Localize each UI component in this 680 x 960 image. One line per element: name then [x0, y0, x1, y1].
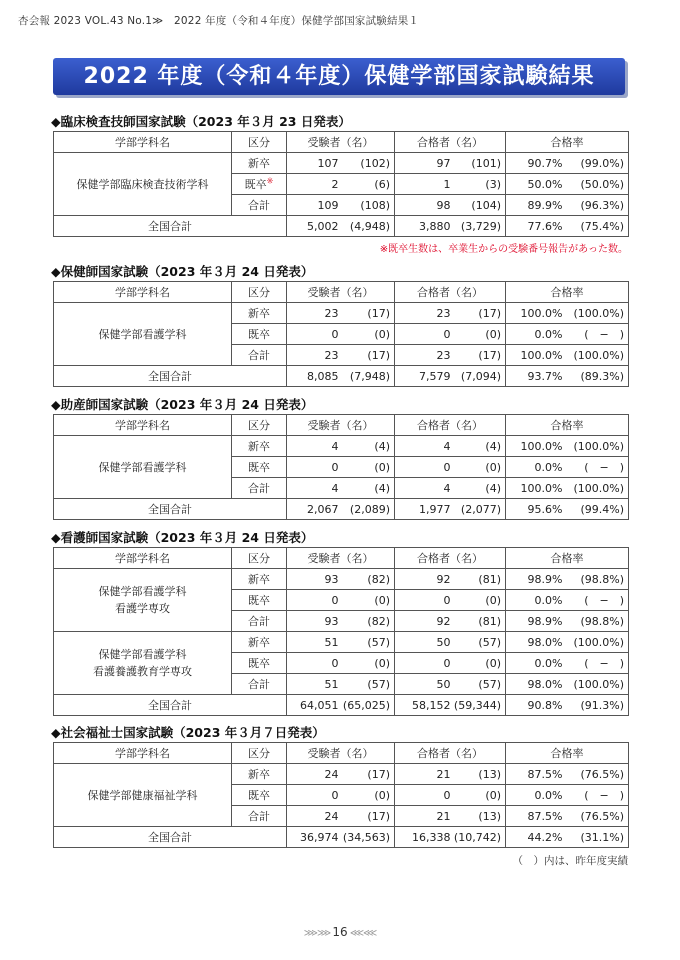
table-header-row: [54, 548, 629, 569]
pass-rate: 98.0%: [506, 632, 563, 653]
pass-count: 92: [395, 569, 451, 590]
pass-count: 98: [395, 195, 451, 216]
total-pass-prev: (2,077): [451, 499, 506, 520]
page-banner-title: 2022 年度（令和４年度）保健学部国家試験結果: [53, 58, 625, 95]
col-dept: 学部学科名: [54, 132, 232, 153]
exam-count: 4: [287, 436, 339, 457]
pass-count: 23: [395, 345, 451, 366]
exam-count-prev: (0): [339, 785, 395, 806]
total-rate: 95.6%: [506, 499, 563, 520]
pass-rate-prev: (100.0%): [563, 478, 629, 499]
exam-count-prev: (57): [339, 674, 395, 695]
exam-count: 107: [287, 153, 339, 174]
pass-count-prev: (13): [451, 764, 506, 785]
dept-name: 保健学部看護学科: [54, 303, 232, 366]
exam-count: 24: [287, 764, 339, 785]
total-exam-prev: (65,025): [339, 695, 395, 716]
total-exam: 36,974: [287, 827, 339, 848]
division: 既卒: [232, 785, 287, 806]
pass-count-prev: (57): [451, 674, 506, 695]
division: 新卒: [232, 436, 287, 457]
exam-count-prev: (4): [339, 478, 395, 499]
table-row: [54, 153, 629, 174]
exam-count-prev: (108): [339, 195, 395, 216]
exam-section: [53, 396, 628, 520]
exam-count: 51: [287, 674, 339, 695]
exam-count: 23: [287, 345, 339, 366]
total-exam-prev: (34,563): [339, 827, 395, 848]
division: 既卒※: [232, 174, 287, 195]
table-header-row: [54, 743, 629, 764]
pass-rate: 100.0%: [506, 303, 563, 324]
national-total-label: 全国合計: [54, 499, 287, 520]
dept-name: 保健学部看護学科 看護養護教育学専攻: [54, 632, 232, 695]
division: 既卒: [232, 590, 287, 611]
col-exam: 受験者（名）: [287, 743, 395, 764]
total-exam: 2,067: [287, 499, 339, 520]
total-pass-prev: (59,344): [451, 695, 506, 716]
dept-name: 保健学部臨床検査技術学科: [54, 153, 232, 216]
col-exam: 受験者（名）: [287, 415, 395, 436]
pass-rate: 0.0%: [506, 653, 563, 674]
exam-count: 24: [287, 806, 339, 827]
national-total-row: [54, 499, 629, 520]
exam-count: 2: [287, 174, 339, 195]
dept-name: 保健学部看護学科 看護学専攻: [54, 569, 232, 632]
pass-rate-prev: (76.5%): [563, 764, 629, 785]
pass-count: 4: [395, 478, 451, 499]
ornament-left-icon: ⋙⋙: [303, 928, 333, 939]
exam-count-prev: (0): [339, 653, 395, 674]
results-table: [53, 742, 629, 848]
pass-count-prev: (3): [451, 174, 506, 195]
pass-count: 4: [395, 436, 451, 457]
exam-count: 0: [287, 590, 339, 611]
pass-rate: 50.0%: [506, 174, 563, 195]
pass-rate-prev: (96.3%): [563, 195, 629, 216]
exam-count-prev: (17): [339, 303, 395, 324]
col-div: 区分: [232, 415, 287, 436]
pass-rate: 98.9%: [506, 611, 563, 632]
pass-count-prev: (0): [451, 653, 506, 674]
col-div: 区分: [232, 548, 287, 569]
pass-count-prev: (57): [451, 632, 506, 653]
results-table: [53, 131, 629, 237]
col-pass: 合格者（名）: [395, 415, 506, 436]
section-title: ◆保健師国家試験（2023 年３月 24 日発表）: [51, 264, 314, 279]
total-rate: 90.8%: [506, 695, 563, 716]
col-exam: 受験者（名）: [287, 282, 395, 303]
total-exam: 8,085: [287, 366, 339, 387]
total-exam-prev: (2,089): [339, 499, 395, 520]
total-rate-prev: (99.4%): [563, 499, 629, 520]
total-exam-prev: (7,948): [339, 366, 395, 387]
exam-count: 0: [287, 653, 339, 674]
division: 新卒: [232, 764, 287, 785]
pass-rate-prev: (100.0%): [563, 345, 629, 366]
pass-rate-prev: ( − ): [563, 785, 629, 806]
national-total-row: [54, 366, 629, 387]
section-title: ◆臨床検査技師国家試験（2023 年３月 23 日発表）: [51, 114, 351, 129]
exam-count: 0: [287, 457, 339, 478]
national-total-label: 全国合計: [54, 827, 287, 848]
pass-rate: 0.0%: [506, 785, 563, 806]
total-rate-prev: (31.1%): [563, 827, 629, 848]
total-pass-prev: (7,094): [451, 366, 506, 387]
pass-count-prev: (81): [451, 569, 506, 590]
pass-count: 23: [395, 303, 451, 324]
national-total-label: 全国合計: [54, 695, 287, 716]
pass-rate-prev: (100.0%): [563, 632, 629, 653]
division: 既卒: [232, 324, 287, 345]
national-total-row: [54, 827, 629, 848]
exam-count: 93: [287, 569, 339, 590]
col-dept: 学部学科名: [54, 282, 232, 303]
col-rate: 合格率: [506, 548, 629, 569]
division: 合計: [232, 674, 287, 695]
national-total-row: [54, 216, 629, 237]
pass-count-prev: (0): [451, 457, 506, 478]
division: 新卒: [232, 153, 287, 174]
pass-count-prev: (4): [451, 478, 506, 499]
footnote-previous-year: （ ）内は、昨年度実績: [512, 855, 628, 867]
col-rate: 合格率: [506, 282, 629, 303]
pass-count-prev: (0): [451, 324, 506, 345]
col-pass: 合格者（名）: [395, 548, 506, 569]
col-rate: 合格率: [506, 132, 629, 153]
total-rate-prev: (89.3%): [563, 366, 629, 387]
exam-count-prev: (102): [339, 153, 395, 174]
division: 新卒: [232, 569, 287, 590]
col-rate: 合格率: [506, 743, 629, 764]
total-pass-prev: (10,742): [451, 827, 506, 848]
total-pass: 3,880: [395, 216, 451, 237]
exam-count-prev: (0): [339, 590, 395, 611]
exam-section: [53, 263, 628, 387]
pass-count-prev: (4): [451, 436, 506, 457]
section-title: ◆助産師国家試験（2023 年３月 24 日発表）: [51, 397, 314, 412]
exam-count: 23: [287, 303, 339, 324]
pass-rate-prev: ( − ): [563, 590, 629, 611]
exam-section: [53, 724, 628, 848]
table-row: [54, 569, 629, 590]
division: 合計: [232, 345, 287, 366]
pass-count-prev: (17): [451, 303, 506, 324]
division: 合計: [232, 806, 287, 827]
pass-count-prev: (101): [451, 153, 506, 174]
pass-count-prev: (0): [451, 785, 506, 806]
pass-count: 0: [395, 324, 451, 345]
section-note: ※既卒生数は、卒業生からの受験番号報告があった数。: [379, 244, 628, 255]
total-pass-prev: (3,729): [451, 216, 506, 237]
pass-rate: 90.7%: [506, 153, 563, 174]
results-table: [53, 414, 629, 520]
division-note-mark: ※: [266, 176, 274, 186]
total-exam-prev: (4,948): [339, 216, 395, 237]
total-rate: 93.7%: [506, 366, 563, 387]
division: 合計: [232, 478, 287, 499]
pass-rate: 100.0%: [506, 345, 563, 366]
pass-rate-prev: (100.0%): [563, 674, 629, 695]
col-pass: 合格者（名）: [395, 132, 506, 153]
col-dept: 学部学科名: [54, 415, 232, 436]
total-rate: 77.6%: [506, 216, 563, 237]
table-header-row: [54, 282, 629, 303]
exam-count-prev: (17): [339, 764, 395, 785]
pass-count: 1: [395, 174, 451, 195]
pass-rate-prev: (100.0%): [563, 303, 629, 324]
table-row: [54, 303, 629, 324]
pass-rate: 0.0%: [506, 590, 563, 611]
pass-rate: 87.5%: [506, 806, 563, 827]
total-rate-prev: (75.4%): [563, 216, 629, 237]
total-exam: 5,002: [287, 216, 339, 237]
division: 既卒: [232, 457, 287, 478]
col-div: 区分: [232, 132, 287, 153]
pass-count: 92: [395, 611, 451, 632]
col-exam: 受験者（名）: [287, 548, 395, 569]
division: 合計: [232, 611, 287, 632]
pass-count-prev: (81): [451, 611, 506, 632]
total-pass: 58,152: [395, 695, 451, 716]
pass-rate-prev: (99.0%): [563, 153, 629, 174]
total-pass: 7,579: [395, 366, 451, 387]
col-div: 区分: [232, 282, 287, 303]
exam-count-prev: (17): [339, 345, 395, 366]
exam-count: 93: [287, 611, 339, 632]
pass-rate: 98.9%: [506, 569, 563, 590]
division: 既卒: [232, 653, 287, 674]
national-total-row: [54, 695, 629, 716]
col-exam: 受験者（名）: [287, 132, 395, 153]
pass-count: 0: [395, 785, 451, 806]
section-title: ◆社会福祉士国家試験（2023 年３月７日発表）: [51, 725, 325, 740]
exam-count: 4: [287, 478, 339, 499]
pass-rate: 0.0%: [506, 324, 563, 345]
national-total-label: 全国合計: [54, 216, 287, 237]
exam-count-prev: (17): [339, 806, 395, 827]
table-header-row: [54, 132, 629, 153]
total-pass: 1,977: [395, 499, 451, 520]
exam-count: 0: [287, 324, 339, 345]
pass-count-prev: (17): [451, 345, 506, 366]
exam-section: [53, 113, 628, 255]
pass-rate-prev: ( − ): [563, 457, 629, 478]
exam-count-prev: (4): [339, 436, 395, 457]
exam-count: 109: [287, 195, 339, 216]
pass-rate-prev: (98.8%): [563, 569, 629, 590]
pass-count: 50: [395, 632, 451, 653]
exam-count-prev: (57): [339, 632, 395, 653]
pass-count: 0: [395, 590, 451, 611]
national-total-label: 全国合計: [54, 366, 287, 387]
col-pass: 合格者（名）: [395, 282, 506, 303]
exam-count-prev: (6): [339, 174, 395, 195]
exam-count-prev: (82): [339, 611, 395, 632]
exam-count-prev: (0): [339, 457, 395, 478]
pass-rate: 87.5%: [506, 764, 563, 785]
pass-rate-prev: (50.0%): [563, 174, 629, 195]
total-pass: 16,338: [395, 827, 451, 848]
division: 合計: [232, 195, 287, 216]
results-table: [53, 547, 629, 716]
running-header: 杏会報 2023 VOL.43 No.1≫ 2022 年度（令和４年度）保健学部国家試験結果１: [18, 15, 420, 27]
table-row: [54, 764, 629, 785]
col-div: 区分: [232, 743, 287, 764]
col-dept: 学部学科名: [54, 743, 232, 764]
ornament-right-icon: ⋘⋘: [347, 928, 377, 939]
table-row: [54, 436, 629, 457]
table-header-row: [54, 415, 629, 436]
table-row: [54, 632, 629, 653]
col-pass: 合格者（名）: [395, 743, 506, 764]
pass-rate-prev: (100.0%): [563, 436, 629, 457]
pass-rate: 100.0%: [506, 478, 563, 499]
section-title: ◆看護師国家試験（2023 年３月 24 日発表）: [51, 530, 314, 545]
total-rate-prev: (91.3%): [563, 695, 629, 716]
pass-rate-prev: ( − ): [563, 324, 629, 345]
pass-count: 21: [395, 764, 451, 785]
page-number: ⋙⋙ 16 ⋘⋘: [303, 925, 377, 939]
pass-count: 0: [395, 653, 451, 674]
pass-count-prev: (0): [451, 590, 506, 611]
pass-count-prev: (13): [451, 806, 506, 827]
pass-rate: 98.0%: [506, 674, 563, 695]
pass-count-prev: (104): [451, 195, 506, 216]
pass-count: 50: [395, 674, 451, 695]
pass-count: 21: [395, 806, 451, 827]
results-table: [53, 281, 629, 387]
pass-rate: 100.0%: [506, 436, 563, 457]
pass-count: 0: [395, 457, 451, 478]
col-rate: 合格率: [506, 415, 629, 436]
division: 新卒: [232, 303, 287, 324]
dept-name: 保健学部看護学科: [54, 436, 232, 499]
division: 新卒: [232, 632, 287, 653]
pass-rate-prev: ( − ): [563, 653, 629, 674]
col-dept: 学部学科名: [54, 548, 232, 569]
pass-rate-prev: (98.8%): [563, 611, 629, 632]
dept-name: 保健学部健康福祉学科: [54, 764, 232, 827]
exam-count-prev: (0): [339, 324, 395, 345]
pass-count: 97: [395, 153, 451, 174]
total-rate: 44.2%: [506, 827, 563, 848]
pass-rate: 89.9%: [506, 195, 563, 216]
exam-count: 0: [287, 785, 339, 806]
pass-rate-prev: (76.5%): [563, 806, 629, 827]
exam-section: [53, 529, 628, 716]
total-exam: 64,051: [287, 695, 339, 716]
pass-rate: 0.0%: [506, 457, 563, 478]
exam-count: 51: [287, 632, 339, 653]
exam-count-prev: (82): [339, 569, 395, 590]
